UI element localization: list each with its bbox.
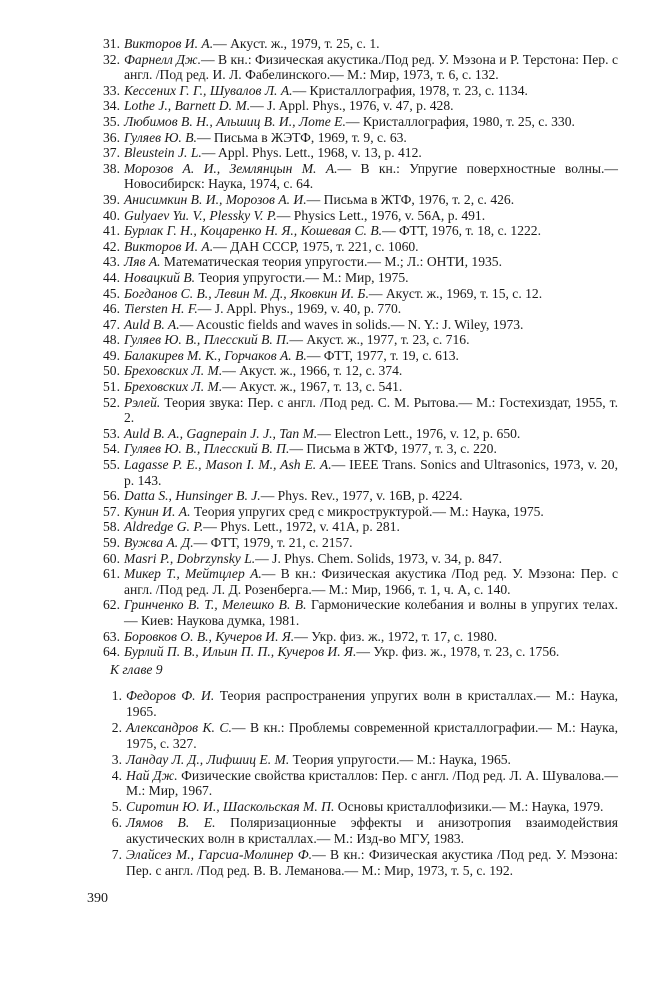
reference-details: — В кн.: Упругие поверхностные волны.— Новосибирск: Наука, 1974, с. 64. bbox=[124, 160, 618, 192]
reference-details: — Appl. Phys. Lett., 1968, v. 13, p. 412. bbox=[201, 145, 422, 161]
reference-number: 33. bbox=[103, 82, 120, 98]
reference-text bbox=[124, 504, 618, 520]
reference-authors: Викторов И. А. bbox=[124, 238, 214, 254]
reference-details: Теория упругих сред с микроструктурой.— М.: Наука, 1975. bbox=[190, 503, 544, 519]
reference-item bbox=[0, 208, 662, 224]
reference-text bbox=[124, 379, 618, 395]
reference-text bbox=[124, 239, 618, 255]
reference-text bbox=[124, 348, 618, 364]
reference-item bbox=[0, 348, 662, 364]
reference-item bbox=[0, 535, 662, 551]
reference-authors: Tiersten H. F. bbox=[124, 301, 198, 317]
reference-item bbox=[0, 36, 662, 52]
reference-item bbox=[0, 379, 662, 395]
reference-authors: Рэлей. bbox=[124, 394, 161, 410]
reference-text bbox=[124, 644, 618, 660]
reference-authors: Морозов А. И., Землянцын М. А. bbox=[124, 160, 338, 176]
reference-details: Основы кристаллофизики.— М.: Наука, 1979. bbox=[334, 799, 604, 815]
reference-text bbox=[124, 286, 618, 302]
reference-details: — ФТТ, 1976, т. 18, с. 1222. bbox=[382, 223, 542, 239]
reference-item bbox=[0, 83, 662, 99]
reference-text bbox=[126, 847, 618, 879]
reference-item bbox=[0, 130, 662, 146]
reference-number: 38. bbox=[103, 160, 120, 176]
reference-authors: Гуляев Ю. В. bbox=[124, 129, 197, 145]
reference-number: 45. bbox=[103, 285, 120, 301]
reference-details: — Укр. физ. ж., 1978, т. 23, с. 1756. bbox=[356, 644, 560, 660]
reference-item bbox=[0, 629, 662, 645]
reference-details: — J. Appl. Phys., 1976, v. 47, p. 428. bbox=[250, 98, 454, 114]
reference-item bbox=[0, 114, 662, 130]
reference-text bbox=[126, 688, 618, 720]
reference-item bbox=[0, 332, 662, 348]
reference-details: Поляризационные эффекты и анизотропия взаимодействия акустических волн в кристаллах.— М.: Изд-во МГУ, 1983. bbox=[126, 815, 618, 847]
reference-item bbox=[0, 98, 662, 114]
reference-details: Теория звука: Пер. с англ. /Под ред. С. М. Рытова.— М.: Гостехиздат, 1955, т. 2. bbox=[124, 394, 618, 426]
reference-text bbox=[124, 254, 618, 270]
reference-details: — Письма в ЖЭТФ, 1969, т. 9, с. 63. bbox=[196, 129, 407, 145]
reference-authors: Auld B. A. bbox=[124, 316, 180, 332]
reference-text bbox=[126, 799, 618, 815]
reference-details: — В кн.: Физическая акустика /Под ред. У. Мэзона: Пер. с англ. /Под ред. В. В. Леманова.— М.: Мир, 1973, т. 5, с. 192. bbox=[126, 847, 618, 878]
reference-item bbox=[0, 768, 662, 800]
reference-number: 1. bbox=[111, 688, 122, 703]
reference-text bbox=[124, 629, 618, 645]
reference-text bbox=[124, 145, 618, 161]
reference-details: — Кристаллография, 1978, т. 23, с. 1134. bbox=[292, 82, 528, 98]
reference-item bbox=[0, 239, 662, 255]
reference-item bbox=[0, 301, 662, 317]
reference-number: 54. bbox=[103, 441, 120, 457]
reference-details: — Акуст. ж., 1967, т. 13, с. 541. bbox=[222, 379, 403, 395]
reference-authors: Гринченко В. Т., Мелешко В. В. bbox=[124, 597, 307, 613]
reference-details: — ФТТ, 1977, т. 19, с. 613. bbox=[306, 347, 459, 363]
reference-number: 46. bbox=[103, 301, 120, 317]
reference-details: Математическая теория упругости.— М.; Л.: ОНТИ, 1935. bbox=[160, 254, 502, 270]
reference-authors: Микер Т., Мейтцлер А. bbox=[124, 566, 262, 582]
reference-authors: Александров К. С. bbox=[126, 719, 232, 735]
reference-authors: Бреховских Л. М. bbox=[124, 363, 223, 379]
reference-item bbox=[0, 519, 662, 535]
reference-details: — Укр. физ. ж., 1972, т. 17, с. 1980. bbox=[294, 628, 498, 644]
reference-authors: Кунин И. А. bbox=[124, 503, 191, 519]
reference-number: 3. bbox=[111, 751, 122, 767]
reference-authors: Любимов В. Н., Альшиц В. И., Лоте Е. bbox=[124, 113, 346, 129]
reference-number: 7. bbox=[111, 847, 122, 863]
reference-number: 6. bbox=[111, 815, 122, 831]
reference-details: — Phys. Lett., 1972, v. 41A, p. 281. bbox=[203, 519, 400, 535]
reference-authors: Bleustein J. L. bbox=[124, 145, 202, 161]
reference-details: — Акуст. ж., 1969, т. 15, с. 12. bbox=[368, 285, 543, 301]
reference-details: — Acoustic fields and waves in solids.— N. Y.: J. Wiley, 1973. bbox=[179, 316, 524, 332]
reference-authors: Lagasse P. E., Mason I. M., Ash E. A. bbox=[124, 457, 332, 473]
reference-text bbox=[124, 441, 618, 457]
reference-details: Физические свойства кристаллов: Пер. с англ. /Под ред. Л. А. Шувалова.— М.: Мир, 1967. bbox=[126, 767, 618, 799]
reference-number: 50. bbox=[103, 363, 120, 379]
reference-text bbox=[124, 488, 618, 504]
reference-text bbox=[126, 768, 618, 800]
reference-number: 32. bbox=[103, 51, 120, 67]
reference-item bbox=[0, 254, 662, 270]
reference-authors: Богданов С. В., Левин М. Д., Яковкин И. Б. bbox=[124, 285, 369, 301]
reference-number: 62. bbox=[103, 597, 120, 613]
reference-item bbox=[0, 551, 662, 567]
reference-item bbox=[0, 395, 662, 426]
reference-details: — Кристаллография, 1980, т. 25, с. 330. bbox=[345, 113, 575, 129]
reference-number: 56. bbox=[103, 488, 120, 504]
page-number: 390 bbox=[87, 891, 108, 906]
reference-authors: Элайсез М., Гарсиа-Молинер Ф. bbox=[126, 847, 313, 863]
reference-text bbox=[124, 551, 618, 567]
reference-authors: Вужва А. Д. bbox=[124, 535, 194, 550]
reference-text bbox=[124, 98, 618, 114]
reference-number: 55. bbox=[103, 457, 120, 473]
reference-text bbox=[124, 52, 618, 83]
reference-number: 34. bbox=[103, 98, 120, 114]
reference-list-chapter-8 bbox=[0, 36, 662, 660]
reference-number: 60. bbox=[103, 550, 120, 566]
reference-authors: Бурлий П. В., Ильин П. П., Кучеров И. Я. bbox=[124, 644, 357, 660]
reference-text bbox=[124, 161, 618, 192]
reference-text bbox=[126, 720, 618, 752]
reference-item bbox=[0, 441, 662, 457]
reference-number: 41. bbox=[103, 223, 120, 239]
reference-number: 42. bbox=[103, 238, 120, 254]
reference-details: — IEEE Trans. Sonics and Ultrasonics, 1973, v. 20, p. 143. bbox=[124, 457, 618, 488]
reference-details: — В кн.: Физическая акустика /Под ред. У. Мэзона: Пер. с англ. /Под ред. Л. Д. Розенберга.— М.: Мир, 1966, т. 1, ч. А, с. 140. bbox=[124, 566, 618, 597]
reference-text bbox=[124, 223, 618, 239]
reference-details: — Phys. Rev., 1977, v. 16B, p. 4224. bbox=[260, 488, 463, 504]
reference-number: 39. bbox=[103, 191, 120, 207]
reference-authors: Викторов И. А. bbox=[124, 36, 214, 51]
reference-details: — ДАН СССР, 1975, т. 221, с. 1060. bbox=[213, 238, 419, 254]
reference-details: Теория упругости.— М.: Мир, 1975. bbox=[195, 269, 409, 285]
reference-details: — J. Phys. Chem. Solids, 1973, v. 34, p. 847. bbox=[255, 550, 503, 566]
reference-text bbox=[124, 535, 618, 551]
reference-item bbox=[0, 426, 662, 442]
reference-authors: Федоров Ф. И. bbox=[126, 688, 215, 703]
reference-authors: Бурлак Г. Н., Коцаренко Н. Я., Кошевая С. В. bbox=[124, 223, 383, 239]
reference-item bbox=[0, 145, 662, 161]
reference-number: 49. bbox=[103, 347, 120, 363]
reference-text bbox=[124, 83, 618, 99]
reference-details: Гармонические колебания и волны в упругих телах.— Киев: Наукова думка, 1981. bbox=[124, 597, 619, 628]
reference-item bbox=[0, 799, 662, 815]
reference-authors: Datta S., Hunsinger B. J. bbox=[124, 488, 261, 504]
reference-authors: Най Дж. bbox=[126, 767, 178, 783]
reference-details: Теория упругости.— М.: Наука, 1965. bbox=[289, 751, 511, 767]
reference-authors: Ландау Л. Д., Лифшиц Е. М. bbox=[126, 751, 290, 767]
reference-number: 59. bbox=[103, 535, 120, 550]
reference-item bbox=[0, 161, 662, 192]
reference-text bbox=[124, 192, 618, 208]
reference-details: — Акуст. ж., 1979, т. 25, с. 1. bbox=[213, 36, 380, 51]
reference-text bbox=[124, 332, 618, 348]
reference-number: 64. bbox=[103, 644, 120, 660]
reference-item bbox=[0, 223, 662, 239]
reference-item bbox=[0, 815, 662, 847]
reference-authors: Auld B. A., Gagnepain J. J., Tan M. bbox=[124, 425, 318, 441]
reference-text bbox=[124, 519, 618, 535]
reference-item bbox=[0, 270, 662, 286]
reference-authors: Ляв А. bbox=[124, 254, 161, 270]
reference-authors: Фарнелл Дж. bbox=[124, 51, 201, 67]
reference-authors: Gulyaev Yu. V., Plessky V. P. bbox=[124, 207, 277, 223]
reference-number: 48. bbox=[103, 332, 120, 348]
reference-item bbox=[0, 720, 662, 752]
reference-item bbox=[0, 363, 662, 379]
reference-number: 61. bbox=[103, 566, 120, 582]
reference-text bbox=[124, 301, 618, 317]
reference-authors: Боровков О. В., Кучеров И. Я. bbox=[124, 628, 295, 644]
reference-text bbox=[124, 363, 618, 379]
reference-number: 31. bbox=[103, 36, 120, 51]
reference-text bbox=[124, 130, 618, 146]
reference-number: 63. bbox=[103, 628, 120, 644]
reference-number: 5. bbox=[111, 799, 122, 815]
reference-authors: Гуляев Ю. В., Плесский В. П. bbox=[124, 332, 290, 348]
reference-item bbox=[0, 847, 662, 879]
reference-number: 51. bbox=[103, 379, 120, 395]
reference-text bbox=[124, 317, 618, 333]
reference-text bbox=[124, 426, 618, 442]
reference-text bbox=[124, 114, 618, 130]
reference-item bbox=[0, 752, 662, 768]
reference-item bbox=[0, 644, 662, 660]
reference-authors: Бреховских Л. М. bbox=[124, 379, 223, 395]
reference-number: 40. bbox=[103, 207, 120, 223]
reference-text bbox=[124, 395, 618, 426]
reference-text bbox=[124, 36, 618, 52]
reference-details: Теория распространения упругих волн в кристаллах.— М.: Наука, 1965. bbox=[126, 688, 618, 719]
reference-item bbox=[0, 566, 662, 597]
reference-details: — Physics Lett., 1976, v. 56A, p. 491. bbox=[276, 207, 486, 223]
reference-authors: Гуляев Ю. В., Плесский В. П. bbox=[124, 441, 290, 457]
reference-details: — Акуст. ж., 1966, т. 12, с. 374. bbox=[222, 363, 403, 379]
reference-number: 58. bbox=[103, 519, 120, 535]
reference-item bbox=[0, 597, 662, 628]
reference-authors: Masri P., Dobrzynsky L. bbox=[124, 550, 256, 566]
reference-number: 57. bbox=[103, 503, 120, 519]
reference-item bbox=[0, 52, 662, 83]
reference-text bbox=[124, 208, 618, 224]
reference-item bbox=[0, 457, 662, 488]
reference-item bbox=[0, 286, 662, 302]
reference-authors: Новацкий В. bbox=[124, 269, 196, 285]
reference-text bbox=[124, 457, 618, 488]
reference-text bbox=[124, 270, 618, 286]
reference-details: — В кн.: Физическая акустика./Под ред. У. Мэзона и Р. Терстона: Пер. с англ. /Под ред. И. Л. Фабелинского.— М.: Мир, 1973, т. 6, с. 132. bbox=[124, 51, 618, 83]
reference-number: 53. bbox=[103, 425, 120, 441]
reference-details: — Письма в ЖТФ, 1977, т. 3, с. 220. bbox=[289, 441, 497, 457]
reference-details: — ФТТ, 1979, т. 21, с. 2157. bbox=[193, 535, 353, 550]
reference-details: — Electron Lett., 1976, v. 12, p. 650. bbox=[317, 425, 521, 441]
reference-authors: Кессених Г. Г., Шувалов Л. А. bbox=[124, 82, 293, 98]
reference-number: 37. bbox=[103, 145, 120, 161]
reference-item bbox=[0, 504, 662, 520]
reference-number: 52. bbox=[103, 394, 120, 410]
reference-details: — В кн.: Проблемы современной кристаллографии.— М.: Наука, 1975, с. 327. bbox=[126, 719, 618, 751]
reference-number: 4. bbox=[111, 767, 122, 783]
reference-text bbox=[126, 815, 618, 847]
reference-item bbox=[0, 688, 662, 720]
chapter-heading: К главе 9 bbox=[110, 662, 163, 677]
reference-authors: Lothe J., Barnett D. M. bbox=[124, 98, 251, 114]
reference-number: 47. bbox=[103, 316, 120, 332]
reference-text bbox=[126, 752, 618, 768]
reference-text bbox=[124, 566, 618, 597]
reference-authors: Анисимкин В. И., Морозов А. И. bbox=[124, 191, 307, 207]
reference-authors: Лямов В. Е. bbox=[126, 815, 216, 831]
reference-number: 2. bbox=[111, 719, 122, 735]
reference-item bbox=[0, 488, 662, 504]
reference-authors: Балакирев М. К., Горчаков А. В. bbox=[124, 347, 307, 363]
reference-authors: Aldredge G. P. bbox=[124, 519, 204, 535]
reference-number: 43. bbox=[103, 254, 120, 270]
reference-item bbox=[0, 192, 662, 208]
reference-number: 36. bbox=[103, 129, 120, 145]
reference-details: — J. Appl. Phys., 1969, v. 40, p. 770. bbox=[197, 301, 402, 317]
reference-text bbox=[124, 597, 618, 628]
reference-item bbox=[0, 317, 662, 333]
reference-authors: Сиротин Ю. И., Шаскольская М. П. bbox=[126, 799, 335, 815]
reference-number: 35. bbox=[103, 113, 120, 129]
reference-list-chapter-9 bbox=[0, 688, 662, 879]
reference-number: 44. bbox=[103, 269, 120, 285]
reference-details: — Письма в ЖТФ, 1976, т. 2, с. 426. bbox=[306, 191, 515, 207]
reference-details: — Акуст. ж., 1977, т. 23, с. 716. bbox=[289, 332, 470, 348]
